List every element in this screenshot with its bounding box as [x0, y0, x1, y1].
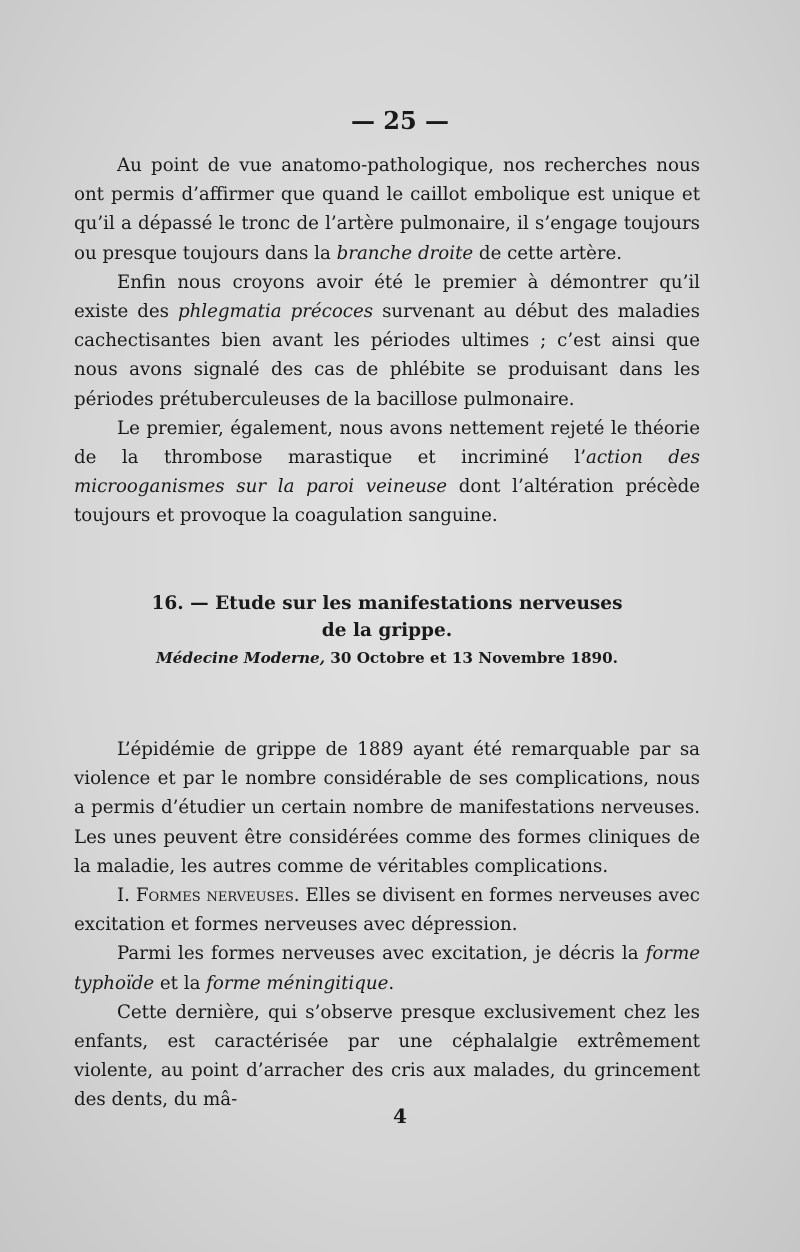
section-title-line: de la grippe.	[321, 620, 453, 641]
citation-dates: 30 Octobre et 13 Novembre 1890.	[324, 649, 618, 667]
section-title	[74, 590, 700, 644]
small-caps-run: Formes nerveuses.	[135, 885, 300, 907]
italic-run: forme typhoïde	[74, 943, 700, 994]
text-run: .	[388, 972, 395, 994]
paragraph	[74, 268, 700, 414]
text-run: Au point de vue anatomo-pathologique, nos recherches nous ont permis d’affirmer que quand le caillot embolique est unique et qu’il a dépassé le tronc de l’artère pulmonaire, il s’engage toujours ou presque toujours dans la	[74, 155, 700, 264]
paragraph	[74, 998, 700, 1115]
paragraph	[74, 735, 700, 881]
text-run: Enfin nous croyons avoir été le premier à démontrer qu’il existe des	[74, 271, 700, 323]
text-run: L’épidémie de grippe de 1889 ayant été remarquable par sa violence et par le nombre considérable de ses complications, nous a permis d’étudier un certain nombre de manifestations nerveuses. Les unes peuvent être considérées comme des formes cliniques de la maladie, les autres comme de véritables complications.	[74, 739, 700, 877]
text-run: I.	[117, 885, 136, 907]
text-run: dont l’altération précède toujours et provoque la coagulation sanguine.	[74, 476, 701, 527]
citation	[74, 649, 700, 667]
text-run: Parmi les formes nerveuses avec excitation, je décris la	[117, 943, 646, 965]
text-run: Cette dernière, qui s’observe presque exclusivement chez les enfants, est caractérisée par une céphalalgie extrêmement violente, au point d’arracher des cris aux malades, du grincement des dents, du mâ-	[74, 1001, 700, 1111]
top-text-block	[74, 151, 700, 531]
text-run: Le premier, également, nous avons nettement rejeté le théorie de la thrombose marastique et incriminé l’	[74, 417, 700, 469]
signature-mark: 4	[393, 1104, 407, 1128]
citation-journal: Médecine Moderne,	[156, 649, 325, 667]
italic-run: branche droite	[336, 242, 474, 264]
page-number-header: — 25 —	[350, 106, 450, 135]
italic-run: forme méningitique	[206, 972, 389, 994]
bottom-text-block	[74, 735, 700, 1115]
text-run: de cette artère.	[473, 242, 623, 264]
text-run: Elles se divisent en formes nerveuses avec excitation et formes nerveuses avec dépression.	[74, 885, 700, 936]
text-run: et la	[154, 972, 207, 994]
section-title-line: 16. — Etude sur les manifestations nerveuses	[151, 593, 623, 614]
paragraph	[74, 151, 700, 268]
italic-run: phlegmatia précoces	[177, 301, 374, 323]
text-run: survenant au début des maladies cachectisantes bien avant les périodes ultimes ; c’est ainsi que nous avons signalé des cas de phlébite se produisant dans les périodes prétuberculeuses de la bacillose pulmonaire.	[74, 301, 701, 410]
paragraph	[74, 881, 700, 939]
italic-run: action des microoganismes sur la paroi veineuse	[74, 447, 701, 498]
paragraph	[74, 939, 700, 997]
paragraph	[74, 414, 700, 531]
